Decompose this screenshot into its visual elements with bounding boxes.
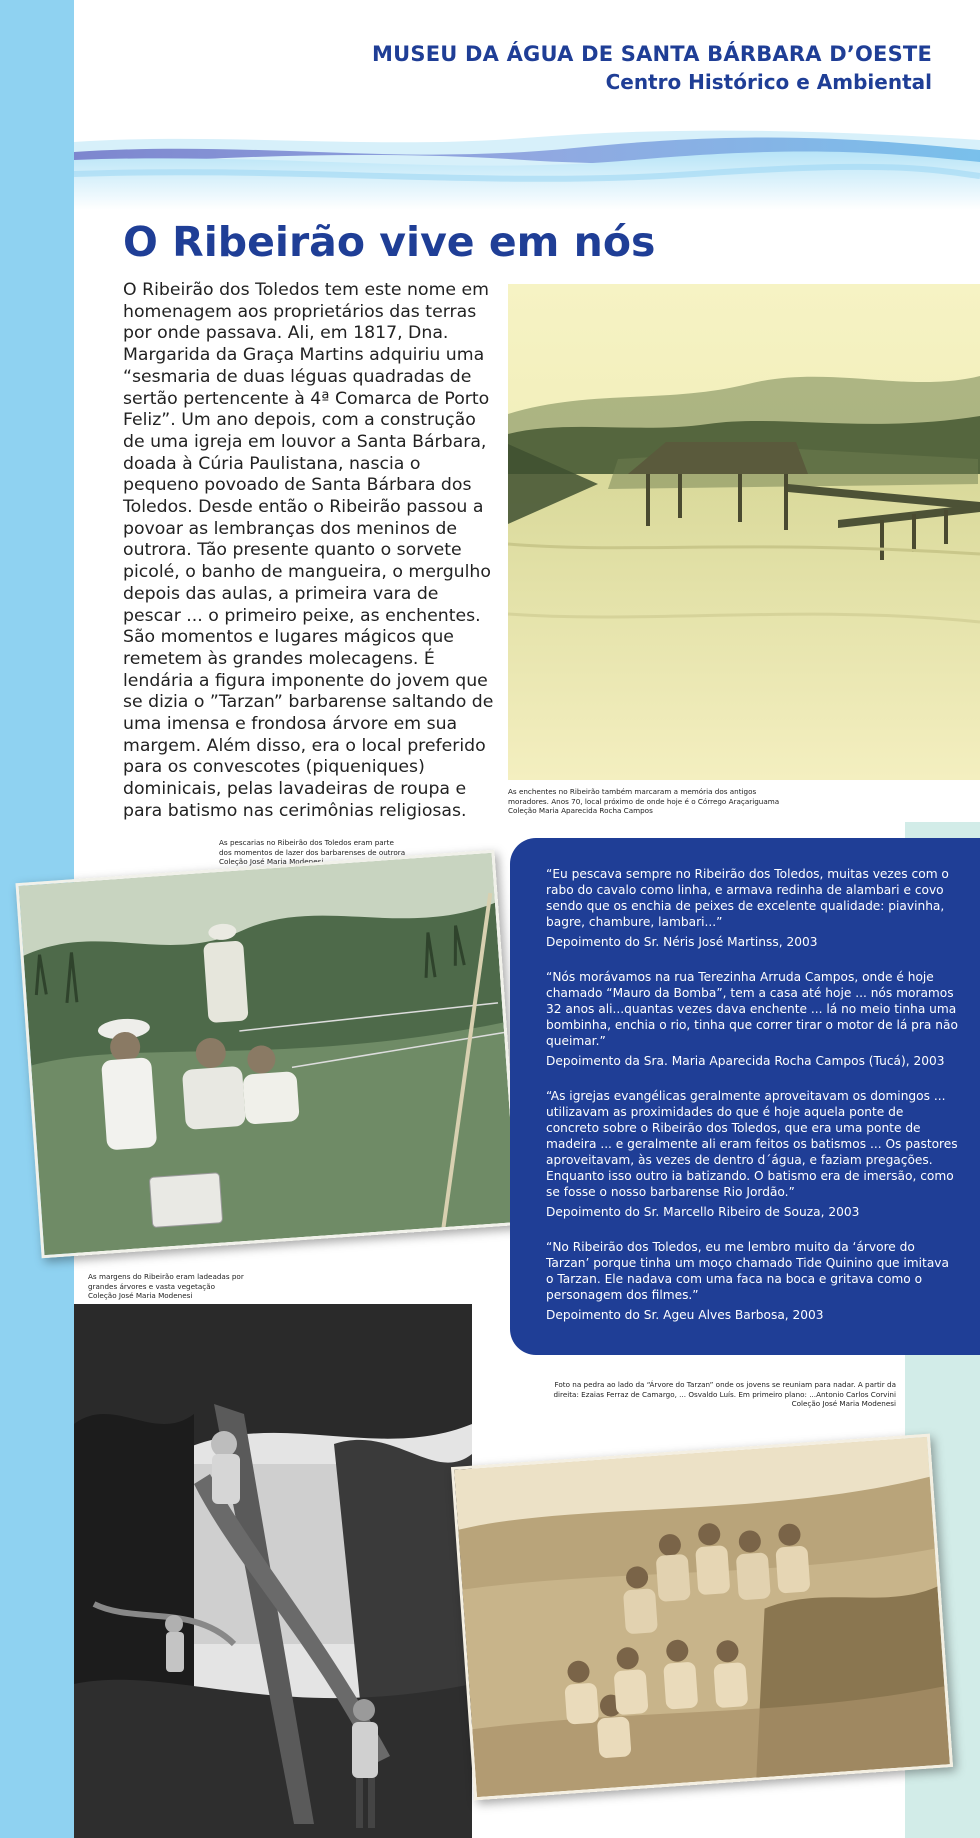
testimonial-author: Depoimento da Sra. Maria Aparecida Rocha Campos (Tucá), 2003 — [546, 1054, 945, 1068]
museum-subtitle: Centro Histórico e Ambiental — [605, 70, 932, 94]
fishing-photo — [15, 847, 520, 1259]
caption-line: Foto na pedra ao lado da “Árvore do Tarzan” onde os jovens se reuniam para nadar. A partir da — [554, 1380, 896, 1389]
testimonial-author: Depoimento do Sr. Ageu Alves Barbosa, 2003 — [546, 1308, 824, 1322]
caption-line: As pescarias no Ribeirão dos Toledos eram parte — [219, 838, 394, 847]
caption-line: As margens do Ribeirão eram ladeadas por — [88, 1272, 244, 1281]
caption-line: direita: Ezaias Ferraz de Camargo, ... Osvaldo Luís. Em primeiro plano: ...Antonio Carlos Corvini — [553, 1389, 896, 1399]
testimonial-text: “Nós morávamos na rua Terezinha Arruda Campos, onde é hoje chamado “Mauro da Bomba”, tem a casa até hoje ... nós moramos 32 anos ali...quantas vezes dava enchente ... lá no meio tinha uma bombinha, enchia o rio, tinha que correr tirar o motor de lá pra não queimar.” — [546, 970, 958, 1048]
caption-line: moradores. Anos 70, local próximo de onde hoje é o Córrego Araçariguama — [508, 796, 780, 806]
museum-header — [372, 40, 932, 96]
testimonial — [546, 969, 960, 1069]
trees-photo-image — [74, 1304, 472, 1838]
museum-name: MUSEU DA ÁGUA DE SANTA BÁRBARA D’OESTE — [372, 42, 932, 66]
testimonial-author: Depoimento do Sr. Marcello Ribeiro de Souza, 2003 — [546, 1205, 860, 1219]
swimmers-photo-caption — [520, 1380, 896, 1409]
flood-photo-caption — [508, 787, 968, 816]
testimonial — [546, 1239, 960, 1323]
swimmers-photo-image — [454, 1437, 950, 1797]
testimonial-author: Depoimento do Sr. Néris José Martinss, 2003 — [546, 935, 818, 949]
swimmers-photo — [451, 1434, 953, 1801]
testimonial-text: “No Ribeirão dos Toledos, eu me lembro muito da ‘árvore do Tarzan’ porque tinha um moço chamado Tide Quinino que imitava o Tarzan. Ele nadava com uma faca na boca e gritava como o personagem dos filmes.” — [546, 1240, 949, 1302]
trees-photo-caption — [88, 1272, 348, 1301]
caption-line: grandes árvores e vasta vegetação — [88, 1281, 216, 1291]
caption-line: As enchentes no Ribeirão também marcaram a memória dos antigos — [508, 787, 757, 796]
flood-photo-image — [508, 284, 980, 780]
caption-line: Coleção José Maria Modenesi — [219, 857, 324, 866]
caption-line: Coleção Maria Aparecida Rocha Campos — [508, 806, 653, 815]
testimonial — [546, 866, 960, 950]
testimonial-text: “As igrejas evangélicas geralmente aproveitavam os domingos ... utilizavam as proximidades do que é hoje aquela ponte de concreto sobre o Ribeirão dos Toledos, que era uma ponte de madeira ... e geralmente ali eram feitos os batismos ... Os pastores aproveitavam, às vezes de dentro d´água, e faziam pregações. Enquanto isso outro ia batizando. O batismo era de imersão, como se fosse o nosso barbarense Rio Jordão.” — [546, 1089, 958, 1199]
flood-photo — [508, 284, 980, 780]
page-title: O Ribeirão vive em nós — [123, 218, 656, 266]
testimonial-text: “Eu pescava sempre no Ribeirão dos Toledos, muitas vezes com o rabo do cavalo como linha, e armava redinha de alambari e covo sendo que os enchia de peixes de excelente qualidade: piavinha, bagre, chambure, lambari...” — [546, 867, 949, 929]
testimonials-panel — [510, 838, 980, 1355]
caption-line: Coleção José Maria Modenesi — [791, 1399, 896, 1408]
caption-line: dos momentos de lazer dos barbarenses de outrora — [219, 847, 406, 857]
trees-photo — [74, 1304, 472, 1838]
testimonial — [546, 1088, 960, 1220]
caption-line: Coleção José Maria Modenesi — [88, 1291, 193, 1300]
water-waves-decoration — [74, 130, 980, 210]
fishing-photo-image — [19, 853, 518, 1255]
intro-paragraph: O Ribeirão dos Toledos tem este nome em homenagem aos proprietários das terras por onde passava. Ali, em 1817, Dna. Margarida da Graça Martins adquiriu uma “sesmaria de duas léguas quadradas de sertão pertencente à 4ª Comarca de Porto Feliz”. Um ano depois, com a construção de uma igreja em louvor a Santa Bárbara, doada à Cúria Paulistana, nascia o pequeno povoado de Santa Bárbara dos Toledos. Desde então o Ribeirão passou a povoar as lembranças dos meninos de outrora. Tão presente quanto o sorvete picolé, o banho de mangueira, o mergulho depois das aulas, a primeira vara de pescar ... o primeiro peixe, as enchentes. São momentos e lugares mágicos que remetem às grandes molecagens. É lendária a figura imponente do jovem que se dizia o ”Tarzan” barbarense saltando de uma imensa e frondosa árvore em sua margem. Além disso, era o local preferido para os convescotes (piqueniques) dominicais, pelas lavadeiras de roupa e para batismo nas cerimônias religiosas. — [123, 280, 494, 821]
